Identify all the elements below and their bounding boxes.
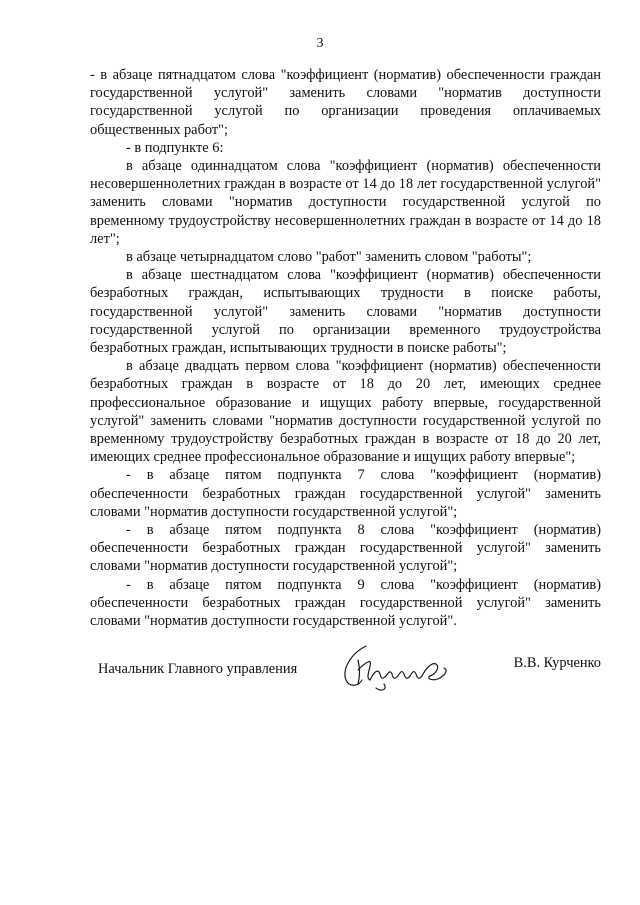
paragraph: - в абзаце пятнадцатом слова "коэффициент (норматив) обеспеченности граждан государственной услугой" заменить словами "норматив доступности государственной услугой по организации проведения оплачиваемых общественных работ"; [90,67,601,138]
document-body [90,66,601,630]
signature-block [90,648,601,698]
handwritten-signature [336,640,454,692]
paragraph: в абзаце двадцать первом слова "коэффициент (норматив) обеспеченности безработных граждан в возрасте от 18 до 20 лет, имеющих среднее профессиональное образование и ищущих работу впервые, государственной услугой" заменить словами "норматив доступности государственной услугой по временному трудоустройству безработных граждан в возрасте от 18 до 20 лет, имеющих среднее профессиональное образование и ищущих работу впервые"; [90,358,601,466]
signatory-name: В.В. Курченко [513,655,601,671]
paragraph: - в абзаце пятом подпункта 8 слова "коэффициент (норматив) обеспеченности безработных граждан государственной услугой" заменить словами "норматив доступности государственной услугой"; [90,522,601,575]
paragraph: - в абзаце пятом подпункта 7 слова "коэффициент (норматив) обеспеченности безработных граждан государственной услугой" заменить словами "норматив доступности государственной услугой"; [90,467,601,520]
paragraph: в абзаце одиннадцатом слова "коэффициент (норматив) обеспеченности несовершеннолетних граждан в возрасте от 14 до 18 лет государственной услугой" заменить словами "норматив доступности государственной услугой по временному трудоустройству несовершеннолетних граждан в возрасте от 14 до 18 лет"; [90,158,601,247]
paragraph: в абзаце четырнадцатом слово "работ" заменить словом "работы"; [126,249,532,266]
signatory-title: Начальник Главного управления [98,661,298,677]
paragraph: в абзаце шестнадцатом слова "коэффициент (норматив) обеспеченности безработных граждан, испытывающих трудности в поиске работы, государственной услугой" заменить словами "норматив доступности государственной услугой по организации временного трудоустройства безработных граждан, испытывающих трудности в поиске работы"; [90,267,601,357]
paragraph: - в абзаце пятом подпункта 9 слова "коэффициент (норматив) обеспеченности безработных граждан государственной услугой" заменить словами "норматив доступности государственной услугой". [90,576,601,630]
page-number: 3 [316,36,324,51]
paragraph: - в подпункте 6: [126,139,224,156]
